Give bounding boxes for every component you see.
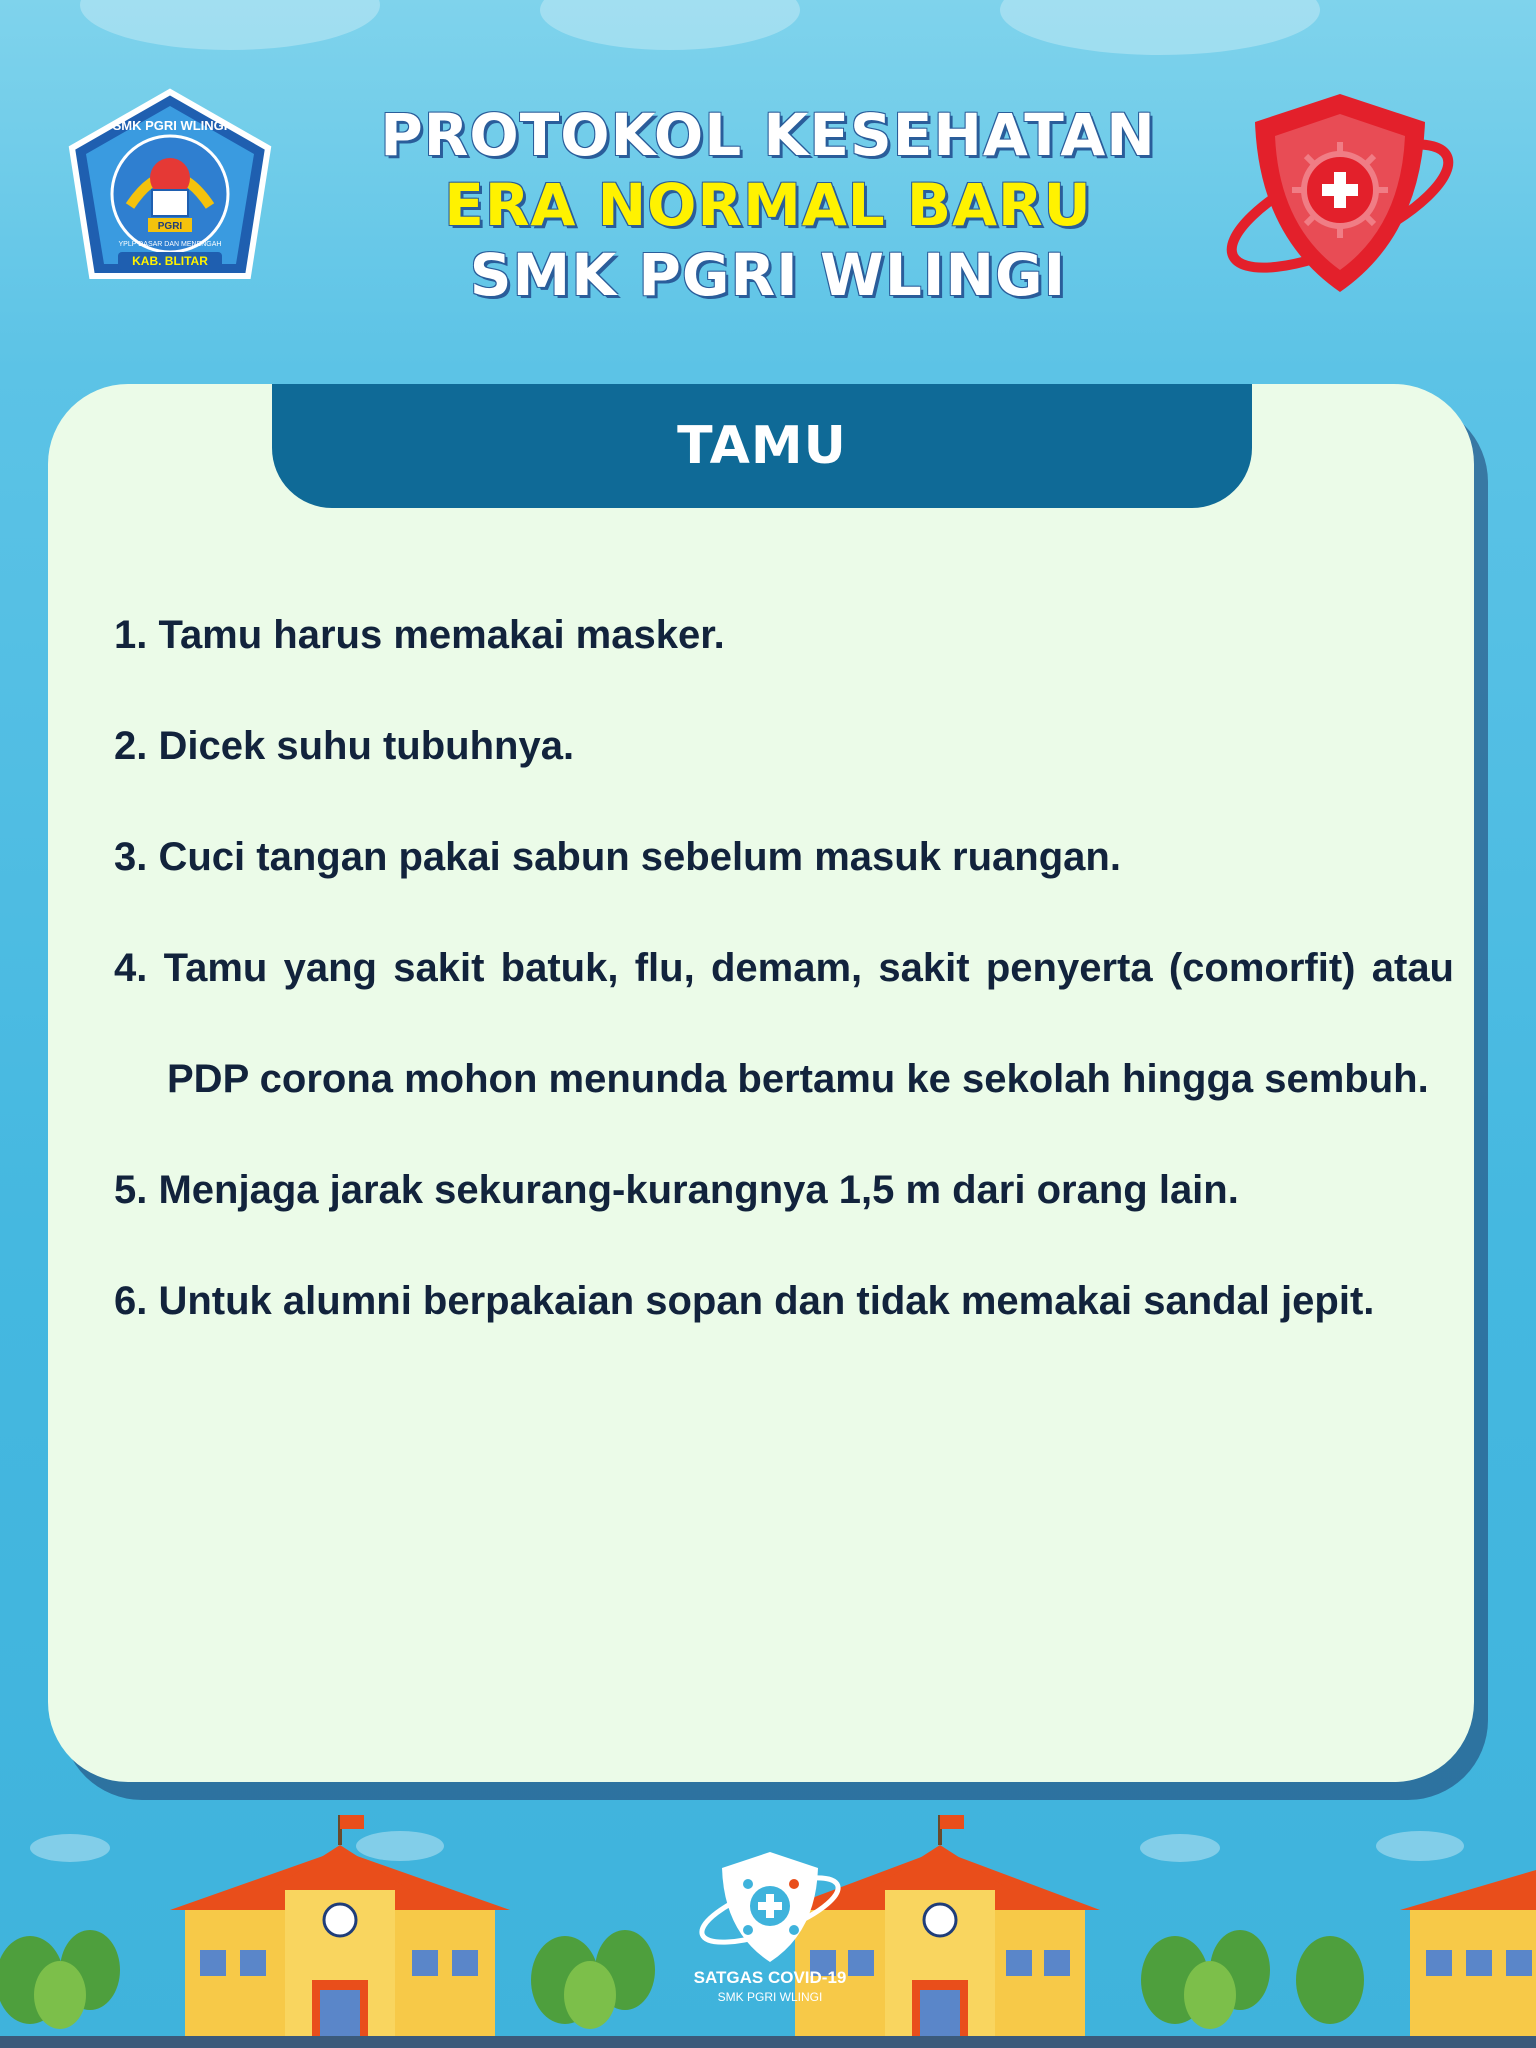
rules-list <box>114 580 1454 1357</box>
covid-shield-icon <box>1215 86 1465 306</box>
rule-item: 4. Tamu yang sakit batuk, flu, demam, sakit penyerta (comorfit) atau PDP corona mohon menunda bertamu ke sekolah hingga sembuh. <box>114 946 1454 1101</box>
school-logo <box>60 86 280 306</box>
cloud <box>80 0 380 50</box>
rule-item: 3. Cuci tangan pakai sabun sebelum masuk ruangan. <box>114 835 1121 879</box>
logo-badge-text: PGRI <box>157 221 183 232</box>
cloud <box>540 0 800 50</box>
logo-ring-text: SMK PGRI WLINGI <box>112 118 228 133</box>
card-tab-title: TAMU <box>677 416 847 476</box>
rule-item: 1. Tamu harus memakai masker. <box>114 613 725 657</box>
satgas-shield-icon <box>690 1848 850 1966</box>
page-header <box>300 100 1236 310</box>
card-tab <box>272 384 1252 508</box>
logo-region-text: KAB. BLITAR <box>132 254 208 268</box>
header-subtitle: ERA NORMAL BARU <box>444 171 1092 239</box>
satgas-badge <box>690 1848 850 2028</box>
rule-item: 6. Untuk alumni berpakaian sopan dan tidak memakai sandal jepit. <box>114 1279 1375 1323</box>
cloud <box>1000 0 1320 55</box>
logo-sub-text: YPLP DASAR DAN MENENGAH <box>118 241 222 248</box>
satgas-title: SATGAS COVID-19 <box>693 1968 847 1987</box>
header-title: PROTOKOL KESEHATAN <box>380 101 1156 169</box>
header-school: SMK PGRI WLINGI <box>469 241 1067 309</box>
protocol-card <box>48 384 1474 1782</box>
rule-item: 2. Dicek suhu tubuhnya. <box>114 724 575 768</box>
satgas-subtitle: SMK PGRI WLINGI <box>717 1990 823 2004</box>
rule-item: 5. Menjaga jarak sekurang-kurangnya 1,5 m dari orang lain. <box>114 1168 1239 1212</box>
